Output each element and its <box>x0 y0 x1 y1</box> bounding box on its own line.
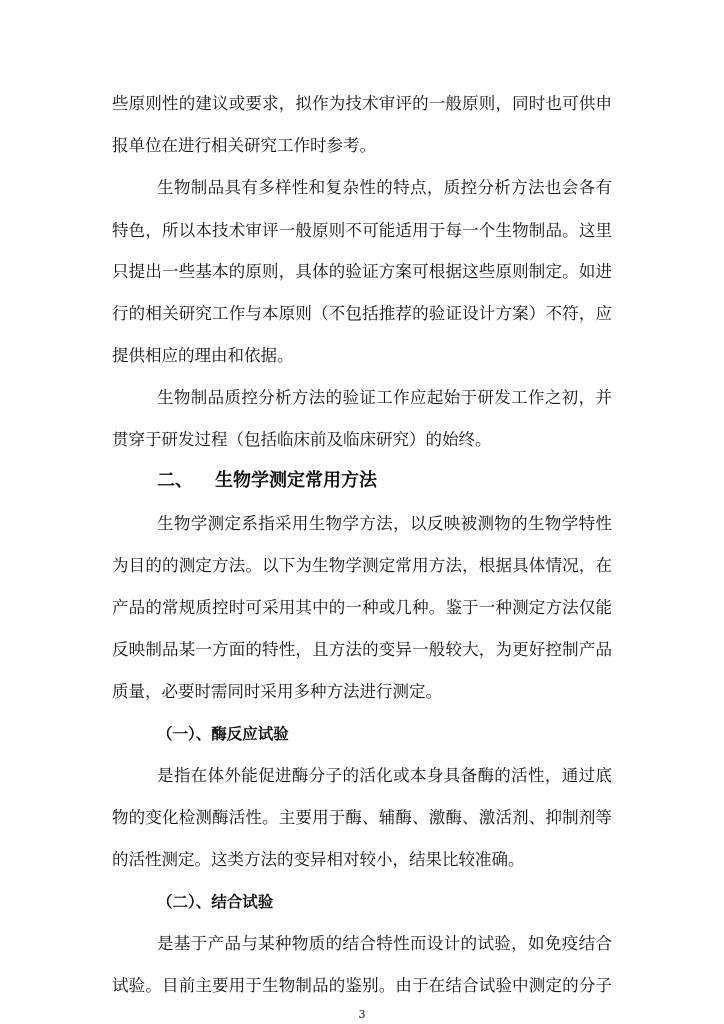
body-text-line: 反映制品某一方面的特性，且方法的变异一般较大，为更好控制产品 <box>112 640 612 659</box>
body-text-line: 是基于产品与某种物质的结合特性而设计的试验，如免疫结合 <box>157 934 612 953</box>
body-text-line: 特色，所以本技术审评一般原则不可能适用于每一个生物制品。这里 <box>112 221 612 240</box>
body-text-line: 只提出一些基本的原则，具体的验证方案可根据这些原则制定。如进 <box>112 262 612 281</box>
body-text-line: 产品的常规质控时可采用其中的一种或几种。鉴于一种测定方法仅能 <box>112 598 612 617</box>
body-text-line: 生物制品具有多样性和复杂性的特点，质控分析方法也会各有 <box>157 178 612 197</box>
body-text-line: 物的变化检测酶活性。主要用于酶、辅酶、激酶、激活剂、抑制剂等 <box>112 808 612 827</box>
body-text-line: 行的相关研究工作与本原则（不包括推荐的验证设计方案）不符，应 <box>112 304 612 323</box>
body-text-line: 的活性测定。这类方法的变异相对较小，结果比较准确。 <box>112 850 525 869</box>
body-text-line: 生物制品质控分析方法的验证工作应起始于研发工作之初，并 <box>157 388 612 407</box>
body-text-line: 贯穿于研发过程（包括临床前及临床研究）的始终。 <box>112 430 492 449</box>
section-number: 二、 <box>157 470 193 491</box>
body-text-line: 报单位在进行相关研究工作时参考。 <box>112 136 376 155</box>
body-text-line: 质量，必要时需同时采用多种方法进行测定。 <box>112 682 442 701</box>
section-heading <box>157 470 377 492</box>
subheading: （一）、酶反应试验 <box>157 725 289 743</box>
section-title: 生物学测定常用方法 <box>215 470 377 491</box>
body-text-line: 提供相应的理由和依据。 <box>112 346 294 365</box>
body-text-line: 试验。目前主要用于生物制品的鉴别。由于在结合试验中测定的分子 <box>112 976 612 995</box>
page-number: 3 <box>358 1008 366 1021</box>
subheading: （二）、结合试验 <box>157 893 274 911</box>
body-text-line: 是指在体外能促进酶分子的活化或本身具备酶的活性，通过底 <box>157 766 612 785</box>
body-text-line: 为目的的测定方法。以下为生物学测定常用方法，根据具体情况，在 <box>112 556 612 575</box>
body-text-line: 生物学测定系指采用生物学方法，以反映被测物的生物学特性 <box>157 514 612 533</box>
body-text-line: 些原则性的建议或要求，拟作为技术审评的一般原则，同时也可供申 <box>112 94 612 113</box>
